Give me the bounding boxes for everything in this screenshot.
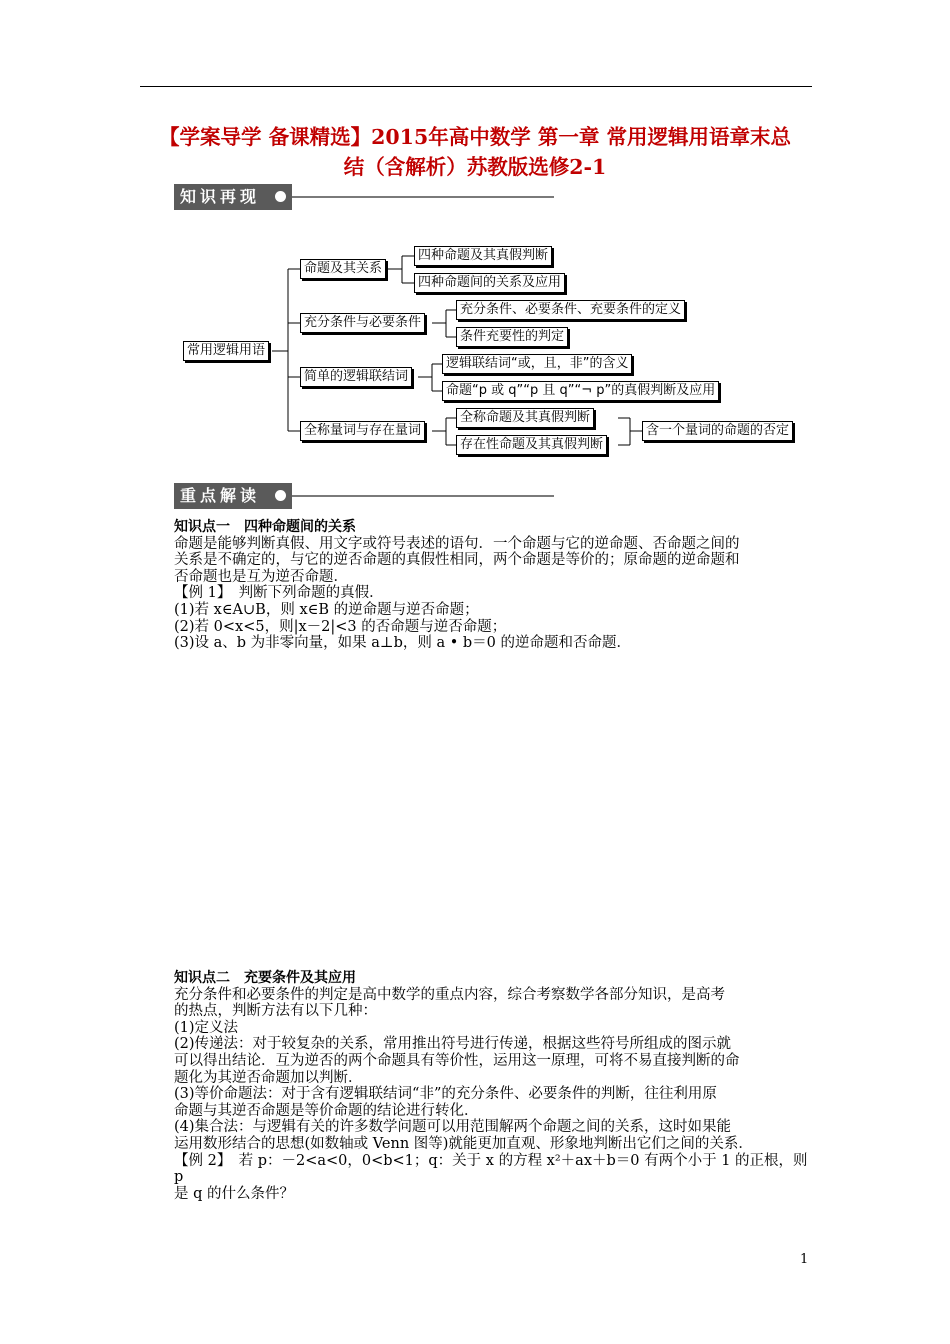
- tree-root: 常用逻辑用语: [183, 341, 269, 361]
- section-rule: [292, 495, 554, 497]
- tree-leaf-1-1: 四种命题及其真假判断: [414, 246, 552, 266]
- section-title: 知识再现: [180, 187, 261, 206]
- kp1-heading: 知识点一 四种命题间的关系: [174, 519, 356, 535]
- paragraph-line: 题化为其逆否命题加以判断．: [174, 1069, 363, 1086]
- tree-leaf-3-1: 逻辑联结词“或，且，非”的含义: [442, 354, 632, 374]
- tree-leaf-1-2: 四种命题间的关系及应用: [414, 273, 565, 293]
- title-line-1: 【学案导学 备课精选】2015年高中数学 第一章 常用逻辑用语章末总: [159, 125, 791, 149]
- example-2-line: 【例 2】 若 p：－2<a<0，0<b<1；q：关于 x 的方程 x²＋ax＋b＝0 有两个小于 1 的正根，则 p: [174, 1152, 808, 1186]
- tree-leaf-2-1: 充分条件、必要条件、充要条件的定义: [456, 300, 685, 320]
- bullet-icon: [275, 490, 286, 501]
- paragraph-line: 可以得出结论．互为逆否的两个命题具有等价性，运用这一原理，可将不易直接判断的命: [174, 1052, 740, 1069]
- paragraph-line: 的热点，判断方法有以下几种：: [174, 1003, 377, 1020]
- knowledge-point-2: [174, 970, 814, 1202]
- section-focus: [174, 483, 554, 509]
- tree-branch-2: 充分条件与必要条件: [300, 313, 425, 333]
- paragraph-line: 运用数形结合的思想(如数轴或 Venn 图等)就能更加直观、形象地判断出它们之间的关系．: [174, 1135, 753, 1152]
- tree-leaf-4-2: 存在性命题及其真假判断: [456, 435, 607, 455]
- tree-branch-3: 简单的逻辑联结词: [300, 367, 412, 387]
- tree-branch-4: 全称量词与存在量词: [300, 421, 425, 441]
- paragraph-line: 充分条件和必要条件的判定是高中数学的重点内容，综合考察数学各部分知识，是高考: [174, 986, 725, 1003]
- tree-branch-1: 命题及其关系: [300, 259, 386, 279]
- tree-leaf-4-1: 全称命题及其真假判断: [456, 408, 594, 428]
- example-1-line: (2)若 0<x<5，则|x－2|<3 的否命题与逆否命题；: [174, 618, 507, 635]
- section-title: 重点解读: [180, 486, 261, 505]
- example-1-line: (1)若 x∈A∪B，则 x∈B 的逆命题与逆否命题；: [174, 601, 479, 618]
- page-number: 1: [800, 1252, 809, 1267]
- tree-leaf-4-extra: 含一个量词的命题的否定: [642, 421, 793, 441]
- tree-leaf-3-2: 命题“p 或 q”“p 且 q”“¬ p”的真假判断及应用: [442, 381, 719, 401]
- paragraph-line: 命题与其逆否命题是等价命题的结论进行转化．: [174, 1102, 479, 1119]
- paragraph-line: (3)等价命题法：对于含有逻辑联结词“非”的充分条件、必要条件的判断，往往利用原: [174, 1086, 717, 1103]
- paragraph-line: (4)集合法：与逻辑有关的许多数学问题可以用范围解两个命题之间的关系，这时如果能: [174, 1119, 732, 1136]
- title-line-2: 结（含解析）苏教版选修2-1: [343, 155, 607, 179]
- knowledge-point-1: [174, 519, 814, 652]
- example-1-line: (3)设 a、b 为非零向量，如果 a⊥b，则 a • b＝0 的逆命题和否命题．: [174, 635, 631, 652]
- kp2-heading: 知识点二 充要条件及其应用: [174, 970, 356, 986]
- example-2-line: 是 q 的什么条件？: [174, 1185, 294, 1202]
- paragraph-line: (2)传递法：对于较复杂的关系，常用推出符号进行传递，根据这些符号所组成的图示就: [174, 1036, 732, 1053]
- paragraph-line: (1)定义法: [174, 1019, 239, 1036]
- tree-leaf-2-2: 条件充要性的判定: [456, 327, 568, 347]
- paragraph-line: 命题是能够判断真假、用文字或符号表述的语句．一个命题与它的逆命题、否命题之间的: [174, 535, 740, 552]
- paragraph-line: 关系是不确定的，与它的逆否命题的真假性相同，两个命题是等价的；原命题的逆命题和: [174, 552, 740, 569]
- example-1-line: 【例 1】 判断下列命题的真假．: [174, 585, 384, 602]
- paragraph-line: 否命题也是互为逆否命题．: [174, 568, 348, 585]
